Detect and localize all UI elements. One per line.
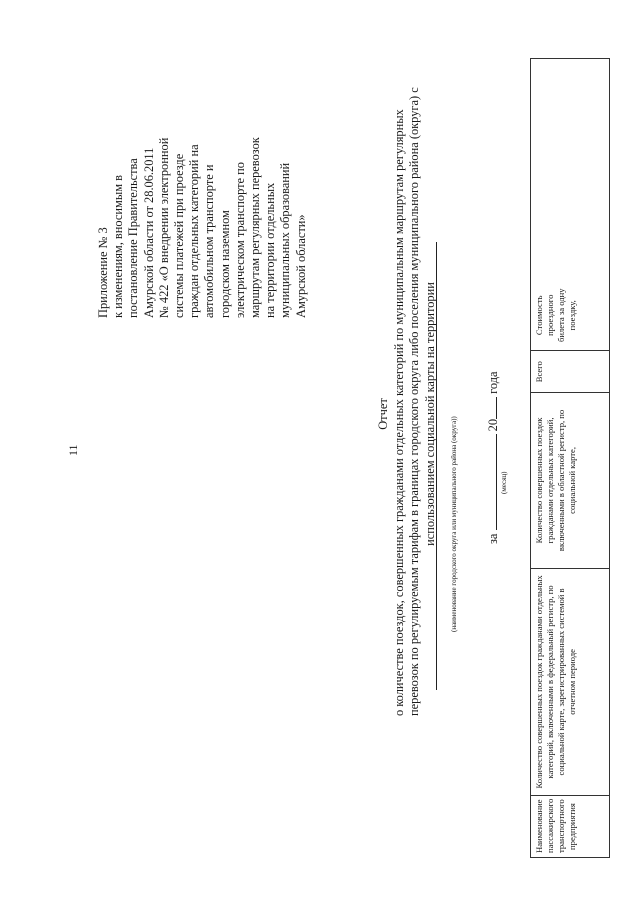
report-period	[486, 371, 501, 544]
table-header-cell: Всего	[531, 350, 609, 392]
table-header-cell: Стоимость проездного билета за одну поездку,	[534, 288, 577, 343]
report-title-line: о количестве поездок, совершенных гражданами отдельных категорий по муниципальным маршрутам регулярных	[391, 109, 406, 716]
year-blank	[496, 397, 497, 419]
table-header-cell: Количество совершенных поездок гражданами отдельных категорий, включенными в федеральный регистр, по социальной карте, зарегистрированных системой в отчетном периоде	[531, 568, 609, 795]
report-title-line: перевозок по регулируемым тарифам в границах городского округа либо поселения муниципального района (округа) с	[407, 87, 421, 716]
appendix-line: № 422 «О внедрении электронной	[156, 137, 171, 318]
period-prefix: за	[486, 533, 500, 544]
appendix-line: электрическом транспорте по	[232, 162, 247, 318]
year-prefix: 20	[486, 418, 500, 432]
appendix-line: городском наземном	[217, 210, 232, 318]
appendix-line: Приложение № 3	[96, 227, 110, 318]
table-header-cell: Наименование пассажирского транспортного предприятия	[531, 795, 609, 857]
appendix-line: автомобильном транспорте и	[202, 164, 217, 318]
appendix-line: муниципальных образований	[278, 162, 293, 318]
table-header-cell: Количество совершенных поездок гражданами отдельных категорий, включенными в областной регистр, по социальной карте,	[531, 392, 609, 568]
report-heading: Отчет	[376, 398, 390, 430]
appendix-line: маршрутам регулярных перевозок	[248, 137, 263, 318]
appendix-line: Амурской области от 28.06.2011	[141, 147, 156, 318]
table-header-cell-wrap	[531, 59, 609, 350]
appendix-line: постановление Правительства	[126, 158, 141, 318]
appendix-line: системы платежей при проезде	[172, 153, 187, 318]
month-caption: (месяц)	[500, 471, 508, 494]
report-table	[530, 58, 610, 858]
org-name-blank	[436, 242, 437, 690]
org-name-caption: (наименование городского округа или муниципального района (округа))	[450, 416, 458, 632]
appendix-line: на территории отдельных	[263, 182, 278, 318]
appendix-block	[96, 137, 309, 318]
appendix-line: к изменениям, вносимым в	[111, 174, 126, 318]
appendix-line: Амурской области»	[293, 214, 308, 318]
page-number: 11	[66, 444, 80, 456]
month-blank	[496, 434, 497, 530]
appendix-line: граждан отдельных категорий на	[187, 144, 202, 318]
report-title-line: использованием социальной карты на территории	[422, 282, 437, 546]
period-suffix: года	[486, 371, 500, 394]
report-title	[376, 87, 438, 716]
